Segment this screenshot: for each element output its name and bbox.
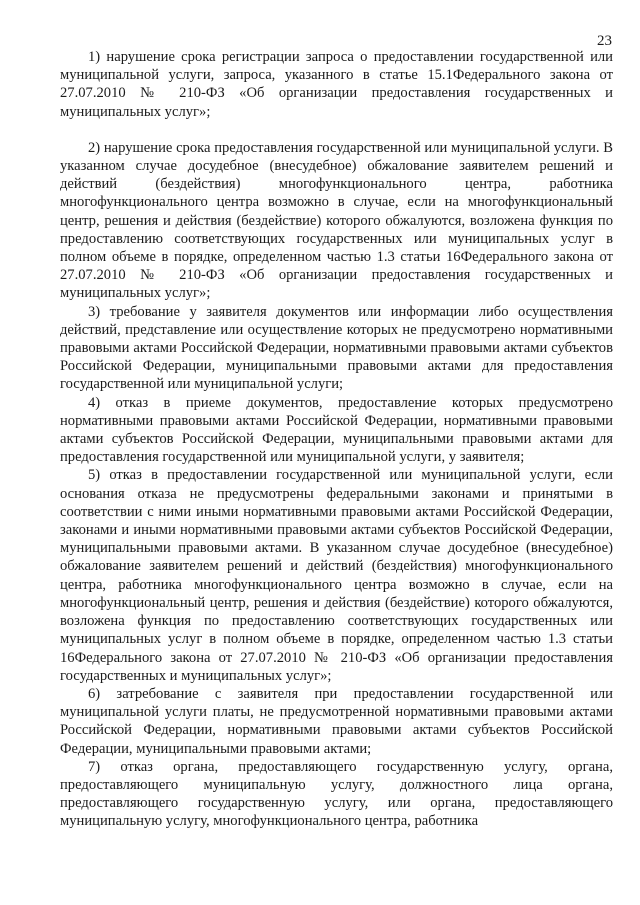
paragraph-item-7: 7) отказ органа, предоставляющего государственную услугу, органа, предоставляющего муниципальную услугу, должностного лица органа, предоставляющего государственную услугу, или органа, предоставляющего муниципальную услугу, многофункционального центра, работника [60, 758, 613, 830]
paragraph-item-4: 4) отказ в приеме документов, предоставление которых предусмотрено нормативными правовыми актами Российской Федерации, нормативными правовыми актами субъектов Российской Федерации, муниципальными правовыми актами для предоставления государственной или муниципальной услуги, у заявителя; [60, 394, 613, 466]
paragraph-item-6: 6) затребование с заявителя при предоставлении государственной или муниципальной услуги платы, не предусмотренной нормативными правовыми актами Российской Федерации, нормативными правовыми актами субъектов Российской Федерации, муниципальными правовыми актами; [60, 685, 613, 757]
paragraph-item-3: 3) требование у заявителя документов или информации либо осуществления действий, представление или осуществление которых не предусмотрено нормативными правовыми актами Российской Федерации, нормативными правовыми актами субъектов Российской Федерации, муниципальными правовыми актами для предоставления государственной или муниципальной услуги; [60, 303, 613, 393]
page-number: 23 [597, 33, 612, 49]
paragraph-item-1: 1) нарушение срока регистрации запроса о предоставлении государственной или муниципальной услуги, запроса, указанного в статье 15.1Федерального закона от 27.07.2010 № 210-ФЗ «Об организации предоставления государственных и муниципальных услуг»; [60, 49, 613, 120]
document-body [60, 48, 613, 831]
paragraph-item-2: 2) нарушение срока предоставления государственной или муниципальной услуги. В указанном случае досудебное (внесудебное) обжалование заявителем решений и действий (бездействия) многофункционального центра, работника многофункционального центра возможно в случае, если на многофункциональный центр, решения и действия (бездействие) которого обжалуются, возложена функция по предоставлению соответствующих государственных или муниципальных услуг в полном объеме в порядке, определенном частью 1.3 статьи 16Федерального закона от 27.07.2010 № 210-ФЗ «Об организации предоставления государственных и муниципальных услуг»; [60, 139, 613, 302]
paragraph-item-5: 5) отказ в предоставлении государственной или муниципальной услуги, если основания отказа не предусмотрены федеральными законами и принятыми в соответствии с ними иными нормативными правовыми актами Российской Федерации, законами и иными нормативными правовыми актами субъектов Российской Федерации, муниципальными правовыми актами. В указанном случае досудебное (внесудебное) обжалование заявителем решений и действий (бездействия) многофункционального центра, работника многофункционального центра возможно в случае, если на многофункциональный центр, решения и действия (бездействие) которого обжалуются, возложена функция по предоставлению соответствующих государственных или муниципальных услуг в полном объеме в порядке, определенном частью 1.3 статьи 16Федерального закона от 27.07.2010 № 210-ФЗ «Об организации предоставления государственных и муниципальных услуг»; [60, 467, 613, 684]
